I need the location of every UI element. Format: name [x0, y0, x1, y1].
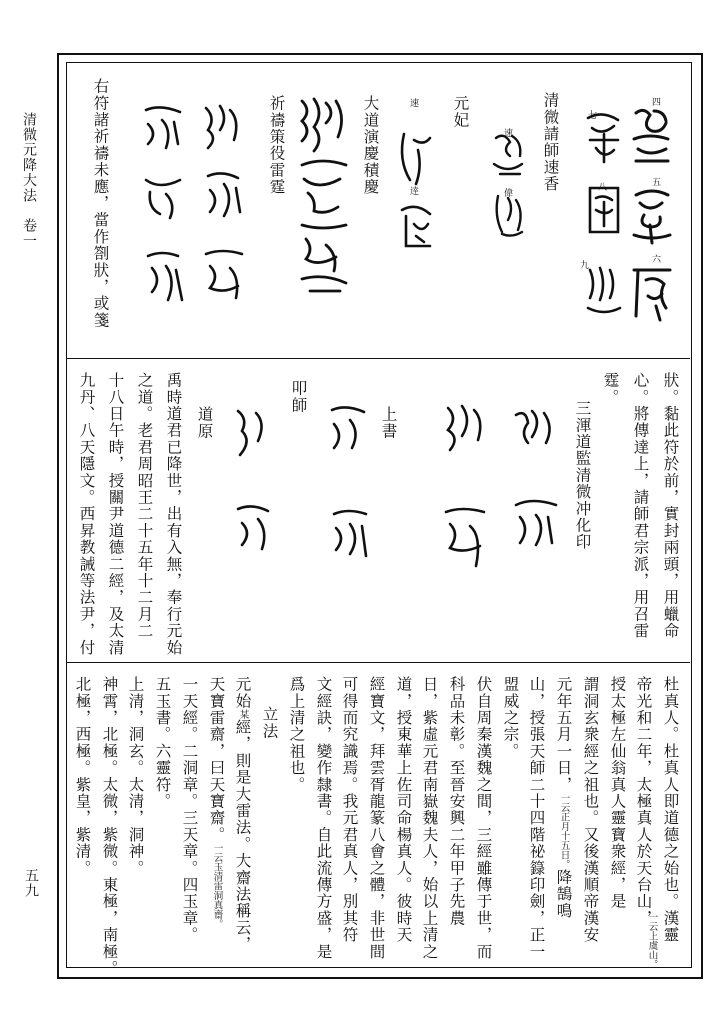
text-col-9: 科品未彰。至晉安興二年甲子先農	[447, 676, 466, 927]
seal-number-9: 九	[580, 261, 590, 271]
talisman-seal-5	[630, 185, 674, 251]
column-dao-origin: 道原	[195, 406, 214, 440]
section-divider-1	[67, 358, 690, 359]
text-col-13: 可得而究識焉。我元君真人，別其符	[340, 676, 359, 944]
talisman-seal-9	[584, 262, 624, 324]
text-col-20: 五玉書。六靈符。	[153, 676, 172, 810]
talisman-seal-su-2	[396, 130, 436, 192]
seal-note-da: 逹	[410, 187, 420, 197]
talisman-seal-da	[396, 200, 436, 262]
column-bow-master: 叩師	[289, 380, 308, 414]
column-guanyin: 十八日午時，授關尹道德二經，及太清	[106, 372, 125, 656]
text-col-5-note: 一云正月十五日。	[558, 792, 570, 869]
seal-note-su-2: 速	[410, 99, 420, 109]
text-col-1: 杜真人。杜真人即道德之始也。漢靈	[661, 676, 680, 944]
text-col-18	[208, 676, 224, 929]
column-seal-head-back: 狀。黏此符於前，實封兩頭，用蠟命	[661, 372, 680, 640]
text-col-22: 神霄，北極。太微，紫微。東極，南極。	[100, 676, 119, 977]
talisman-seal-g	[140, 100, 190, 319]
text-col-8: 伏自周秦漢魏之間，三經雖傳于世，而	[474, 676, 493, 960]
column-submit-letter: 上書	[379, 406, 398, 440]
note-col-2-text: 一云上虞山。	[646, 912, 658, 969]
text-col-10: 日，紫虛元君南嶽魏夫人，始以上清之	[420, 676, 439, 960]
column-laojun-zhou: 之道。老君周昭王二十五年十二月二	[135, 372, 154, 640]
talisman-seal-e1	[296, 95, 352, 309]
text-col-15: 爲上清之祖也。	[287, 676, 306, 793]
text-col-18-note: 一云玉清雷洞真齋。	[211, 843, 223, 929]
heading-establish-method: 立法	[260, 706, 279, 740]
text-col-17-note: 某	[237, 709, 249, 719]
seal-number-7: 七	[588, 111, 598, 121]
text-col-17	[234, 676, 250, 953]
column-thunder-end: 霆。	[601, 372, 620, 406]
column-yu-era: 禹時道君已降世，出有入無，奉行元始	[164, 372, 183, 656]
text-col-5-a: 元年五月一日，	[554, 676, 573, 793]
text-col-3-prefix	[609, 676, 625, 910]
text-col-23: 北極，西極。紫皇，紫清。	[73, 676, 92, 877]
talisman-seal-s2-c	[326, 400, 376, 604]
note-col-2-a	[647, 912, 657, 969]
talisman-seal-6	[630, 262, 674, 328]
column-nine-elixirs: 九丹、八天隱文。西昇教誡等法尹，付	[77, 372, 96, 656]
text-col-11: 道，授東華上佐司命楊真人。彼時天	[394, 676, 413, 944]
text-col-14: 文經訣，變作隸書。自此流傳方盛，是	[314, 676, 333, 960]
seal-number-6: 六	[652, 255, 662, 265]
text-col-2-main: 帝光和二年，太極真人於天台山，	[634, 676, 653, 927]
page-number: 五九	[23, 868, 39, 899]
talisman-seal-s2-d	[230, 405, 280, 599]
talisman-seal-f	[200, 100, 250, 319]
column-seal-title: 三渾道監清微冲化印	[573, 400, 592, 551]
seal-number-8: 八	[598, 183, 608, 193]
text-col-18-a: 天寶雷齋，曰天寶齋。	[207, 676, 226, 843]
column-transmit: 心。將傳達上，請師君宗派，用召雷	[631, 372, 650, 640]
text-col-6: 山，授張天師二十四階祕籙印劍，正一	[527, 676, 546, 960]
text-col-5-b: 降鵠鳴	[554, 868, 573, 920]
talisman-seal-s2-b	[440, 400, 492, 604]
running-head: 清微元降大法 卷一	[21, 112, 37, 249]
text-col-2	[635, 676, 652, 927]
talisman-seal-s2-a	[510, 405, 562, 604]
column-instruction-note: 右符諸祈禱未應，當作劄狀，或箋	[91, 78, 110, 329]
column-prayer-command-thunder: 祈禱策役雷霆	[267, 95, 286, 196]
text-col-17-a: 元始	[233, 676, 252, 710]
column-great-dao: 大道演慶積慶	[361, 95, 380, 196]
text-col-12: 經寶文，拜雲胥龍篆八會之體，非世間	[367, 676, 386, 960]
text-col-19: 一天經。二洞章。三天章。四玉章。	[180, 676, 199, 944]
section-divider-2	[67, 662, 690, 663]
text-col-21: 上清，洞玄。太清，洞神。	[126, 676, 145, 877]
seal-note-su: 速	[504, 129, 514, 139]
text-col-3-main: 授太極左仙翁真人靈寶衆經，是	[608, 676, 627, 910]
text-col-4: 謂洞玄衆經之祖也。又後漢順帝漢安	[581, 676, 600, 944]
text-col-17-b: 經，則是大雷法。大齋法稱云，	[233, 718, 252, 953]
seal-number-5: 五	[652, 178, 662, 188]
text-col-7: 盟威之宗。	[501, 676, 520, 760]
talisman-seal-4	[630, 105, 674, 171]
text-col-5	[555, 676, 571, 919]
column-request-master-incense: 清微請師速香	[541, 92, 560, 193]
seal-number-4: 四	[652, 98, 662, 108]
seal-note-wei: 偉	[504, 189, 514, 199]
column-yuan-fei: 元妃	[451, 95, 470, 129]
